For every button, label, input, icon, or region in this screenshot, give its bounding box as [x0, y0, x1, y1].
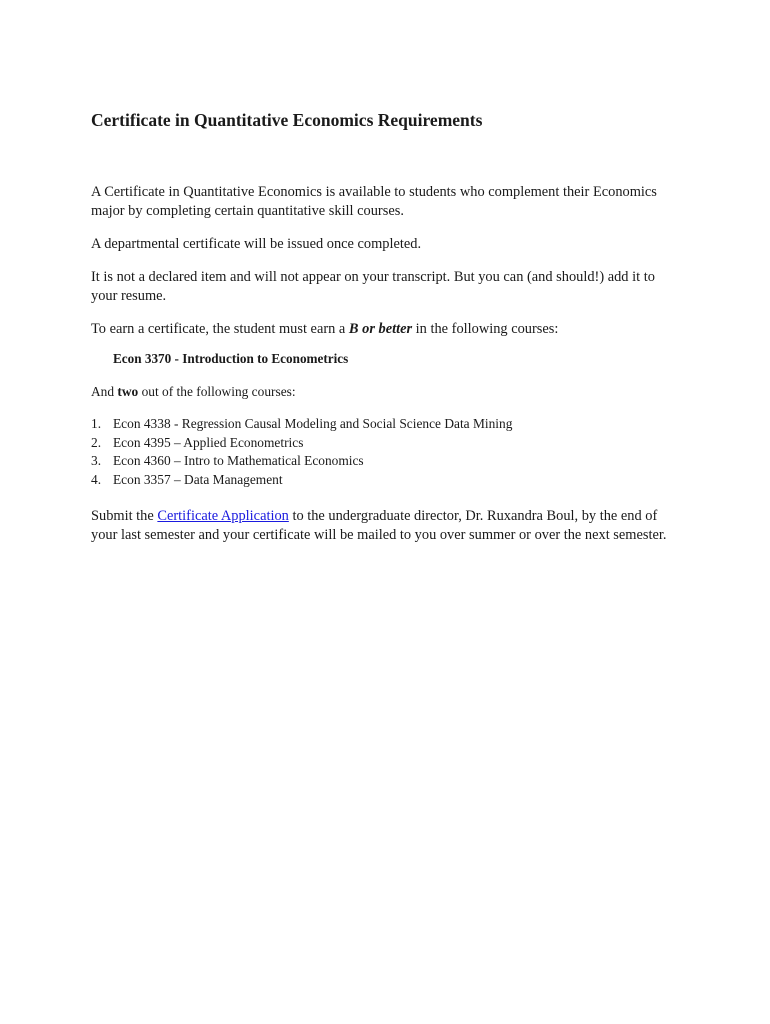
list-item-number: 1. [91, 416, 102, 431]
electives-count: two [117, 384, 139, 399]
list-item [91, 415, 512, 434]
earn-text-before: To earn a certificate, the student must earn a [91, 321, 349, 337]
submit-text-after: to the undergraduate director, Dr. Ruxandra Boul, by the end of your last semester and your certificate will be mailed to you over summer or over the next semester. [91, 508, 667, 543]
intro-paragraph: A Certificate in Quantitative Economics is available to students who complement their Economics major by completing certain quantitative skill courses. [91, 184, 657, 219]
elective-course-list [91, 415, 512, 489]
list-item-label: Econ 4395 – Applied Econometrics [113, 434, 304, 450]
issued-paragraph: A departmental certificate will be issued once completed. [91, 236, 422, 252]
electives-intro [91, 383, 681, 402]
electives-intro-after: out of the following courses: [138, 384, 296, 399]
grade-requirement: B or better [348, 321, 413, 337]
list-item-label: Econ 4338 - Regression Causal Modeling and Social Science Data Mining [113, 416, 513, 431]
list-item-label: Econ 4360 – Intro to Mathematical Economics [113, 453, 364, 469]
earn-text-after: in the following courses: [412, 321, 559, 337]
page-title: Certificate in Quantitative Economics Requirements [91, 110, 483, 130]
list-item-number: 2. [91, 434, 102, 450]
list-item-label: Econ 3357 – Data Management [113, 471, 283, 487]
transcript-paragraph: It is not a declared item and will not appear on your transcript. But you can (and should!) add it to your resume. [91, 269, 655, 304]
list-item [91, 434, 512, 453]
list-item [91, 452, 512, 471]
core-course: Econ 3370 - Introduction to Econometrics [113, 351, 349, 366]
list-item-number: 4. [91, 471, 102, 487]
list-item [91, 471, 512, 490]
submit-text-before: Submit the [91, 508, 158, 524]
electives-intro-before: And [91, 384, 118, 399]
earn-paragraph [91, 320, 681, 339]
submit-paragraph [91, 507, 681, 544]
certificate-application-link[interactable]: Certificate Application [157, 508, 289, 524]
list-item-number: 3. [91, 453, 102, 469]
